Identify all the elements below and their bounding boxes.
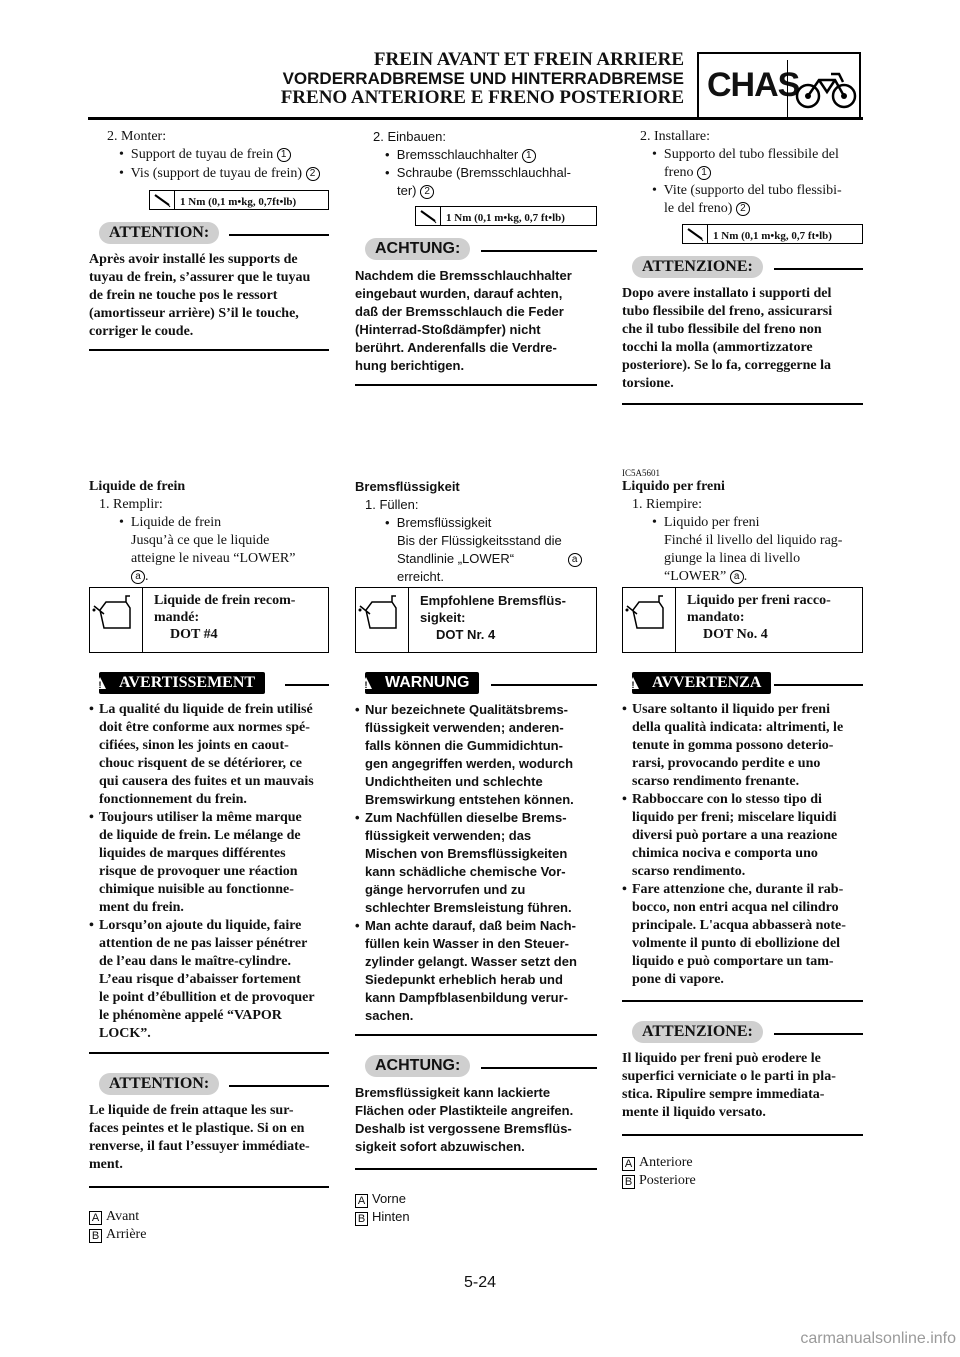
fluid-description: Jusqu’à ce que le liquide atteigne le niveau “LOWER” a . bbox=[131, 533, 296, 584]
recommended-fluid-box bbox=[89, 587, 329, 653]
section-heading: Liquido per freni bbox=[622, 479, 725, 494]
caution-text: Après avoir installé les supports de tuyau de frein, s’assurer que le tuyau de frein ne touche pos le ressort (amortisseur arrière) S’il le touche, corriger le coude. bbox=[89, 252, 311, 339]
caution-title: ACHTUNG: bbox=[365, 238, 470, 260]
caution-title: ATTENZIONE: bbox=[632, 1021, 763, 1043]
caution-text: Le liquide de frein attaque les sur- faces peintes et le plastique. Si on en renverse, il faut l’essuyer immédiate- ment. bbox=[89, 1103, 310, 1172]
warning-end-rule bbox=[355, 1034, 597, 1036]
page-header-titles bbox=[200, 50, 684, 107]
legend-key: A bbox=[622, 1157, 635, 1171]
legend-item: B Posteriore bbox=[622, 1172, 863, 1190]
warning-banner bbox=[622, 672, 863, 694]
watermark: carmanualsonline.info bbox=[800, 1330, 956, 1347]
caution-end-rule bbox=[622, 1134, 863, 1136]
torque-spec bbox=[149, 190, 329, 210]
list-item: • Lorsqu’on ajoute du liquide, faire attention de ne pas laisser pénétrer de l’eau dans le maître-cylindre. L’eau risque d’abaisser fortement le point d’ébullition et de provoquer le phénomène appelé “VAPOR LOCK”. bbox=[89, 918, 315, 1041]
callout-mark: 1 bbox=[697, 166, 711, 180]
page-number: 5-24 bbox=[463, 1274, 497, 1291]
wrench-icon bbox=[150, 191, 174, 209]
list-item-cont: ter) 2 bbox=[397, 182, 597, 200]
warning-icon bbox=[359, 676, 373, 690]
callout-mark: a bbox=[131, 570, 145, 584]
warning-title: AVVERTENZA bbox=[632, 672, 771, 694]
warning-banner bbox=[89, 672, 329, 694]
svg-text:!: ! bbox=[631, 680, 635, 690]
recommended-fluid-box bbox=[355, 587, 597, 653]
legend-key: A bbox=[355, 1194, 368, 1208]
list-item: • Zum Nachfüllen dieselbe Brems- flüssigkeit verwenden; das Mischen von Bremsflüssigkeiten kann schädliche chemische Vor- gänge hervorrufen und zu schlechter Bremsleistung führen. bbox=[355, 810, 572, 915]
legend-key: B bbox=[622, 1175, 635, 1189]
torque-spec bbox=[682, 224, 863, 244]
step2-title: 2. Einbauen: bbox=[373, 129, 447, 144]
list-item-cont: freno 1 bbox=[664, 164, 863, 182]
caution-banner bbox=[622, 256, 863, 278]
list-item-cont: le del freno) 2 bbox=[664, 200, 863, 218]
caution-text: Il liquido per freni può erodere le superfici verniciate o le parti in pla- stica. Ripulire sempre immediata- mente il liquido versato. bbox=[622, 1051, 836, 1120]
caution-title: ACHTUNG: bbox=[365, 1055, 470, 1077]
list-item: • Rabboccare con lo stesso tipo di liquido per freni; miscelare liquidi diversi può portare a una reazione chimica nociva e comporta uno scarso rendimento. bbox=[622, 792, 838, 879]
fluid-spec: Empfohlene Bremsflüs- sigkeit: DOT Nr. 4 bbox=[420, 593, 566, 642]
section-label: CHAS bbox=[707, 66, 800, 104]
fluid-spec: Liquide de frein recom- mandé: DOT #4 bbox=[154, 593, 296, 642]
legend-item: A Avant bbox=[89, 1208, 329, 1226]
section-badge bbox=[697, 52, 861, 118]
torque-spec bbox=[415, 206, 597, 226]
warning-title: AVERTISSEMENT bbox=[99, 672, 265, 694]
torque-value: 1 Nm (0,1 m•kg, 0,7 ft•lb) bbox=[713, 230, 832, 242]
caution-banner bbox=[355, 1055, 597, 1077]
list-item: • Vite (supporto del tubo flessibi- bbox=[652, 183, 842, 198]
warning-banner bbox=[355, 672, 597, 694]
list-item: • Man achte darauf, daß beim Nach- füllen kein Wasser in den Steuer- zylinder gelangt. Wasser setzt den Siedepunkt erheblich herab und kann Dampfblasenbildung verur- sachen. bbox=[355, 918, 577, 1023]
callout-mark: a bbox=[568, 553, 582, 567]
caution-title: ATTENTION: bbox=[99, 1073, 219, 1095]
list-item: • Vis (support de tuyau de frein) 2 bbox=[119, 165, 329, 183]
callout-mark: 2 bbox=[420, 185, 434, 199]
list-item: • Usare soltanto il liquido per freni della qualità indicata: altrimenti, le tenute in gomma possono deterio- rarsi, provocando perdite e uno scarso rendimento frenante. bbox=[622, 702, 844, 789]
warning-end-rule bbox=[89, 1052, 329, 1054]
callout-mark: 2 bbox=[306, 167, 320, 181]
legend-key: B bbox=[355, 1212, 368, 1226]
section-code: IC5A5601 bbox=[622, 468, 660, 478]
motorcycle-icon bbox=[795, 66, 857, 110]
list-item: • Nur bezeichnete Qualitätsbrems- flüssigkeit verwenden; anderen- falls können die Gummidichtun- gen angegriffen werden, wodurch Undichtheiten und schlechte Bremswirkung entstehen können. bbox=[355, 702, 574, 807]
header-title-it: FRENO ANTERIORE E FRENO POSTERIORE bbox=[280, 87, 684, 108]
fluid-spec: Liquido per freni racco- mandato: DOT No. 4 bbox=[687, 593, 831, 642]
legend-key: A bbox=[89, 1211, 102, 1225]
callout-mark: a bbox=[730, 570, 744, 584]
caution-end-rule bbox=[355, 1168, 597, 1170]
step2-title: 2. Installare: bbox=[640, 129, 710, 144]
caution-text: Dopo avere installato i supporti del tubo flessibile del freno, assicurarsi che il tubo flessibile del freno non tocchi la molla (ammortizzatore posteriore). Se lo fa, correggerne la torsione. bbox=[622, 286, 833, 391]
list-item: • Support de tuyau de frein 1 bbox=[119, 146, 329, 164]
oil-can-icon bbox=[90, 588, 142, 652]
legend-key: B bbox=[89, 1229, 102, 1243]
section-heading: Liquide de frein bbox=[89, 479, 186, 494]
caution-banner bbox=[89, 1073, 329, 1095]
caution-banner bbox=[355, 238, 597, 260]
step1-title: 1. Riempire: bbox=[632, 497, 702, 512]
header-title-fr: FREIN AVANT ET FREIN ARRIERE bbox=[373, 49, 684, 70]
caution-end-rule bbox=[89, 349, 329, 351]
oil-can-icon bbox=[623, 588, 675, 652]
caution-title: ATTENTION: bbox=[99, 222, 219, 244]
caution-title: ATTENZIONE: bbox=[632, 256, 763, 278]
list-item: • Bremsflüssigkeit bbox=[385, 515, 492, 530]
caution-end-rule bbox=[89, 1186, 329, 1188]
step1-title: 1. Remplir: bbox=[99, 497, 163, 512]
caution-end-rule bbox=[622, 403, 863, 405]
warning-title: WARNUNG bbox=[365, 672, 479, 694]
warning-icon bbox=[626, 676, 640, 690]
fluid-description: Bis der Flüssigkeitsstand die Standlinie „LOWER“ a erreicht. bbox=[397, 532, 597, 586]
header-rule bbox=[88, 117, 863, 120]
recommended-fluid-box bbox=[622, 587, 863, 653]
list-item: • Toujours utiliser la même marque de liquide de frein. Le mélange de liquides de marques différentes risque de provoquer une réaction chimique nuisible au fonctionne- ment du frein. bbox=[89, 810, 302, 915]
wrench-icon bbox=[683, 225, 707, 243]
step1-title: 1. Füllen: bbox=[365, 497, 419, 512]
torque-value: 1 Nm (0,1 m•kg, 0,7 ft•lb) bbox=[446, 212, 565, 224]
legend-item: A Vorne bbox=[355, 1190, 597, 1208]
list-item: • Fare attenzione che, durante il rab- bocco, non entri acqua nel cilindro principale. L'acqua abbasserà note- volmente il punto di ebollizione del liquido e può comportare un tam- pone di vapore. bbox=[622, 882, 846, 987]
list-item: • Bremsschlauchhalter 1 bbox=[385, 146, 597, 164]
step2-title: 2. Monter: bbox=[107, 129, 167, 144]
legend-item: B Arrière bbox=[89, 1226, 329, 1244]
section-heading: Bremsflüssigkeit bbox=[355, 479, 460, 494]
legend-item: B Hinten bbox=[355, 1208, 597, 1226]
torque-value: 1 Nm (0,1 m•kg, 0,7ft•lb) bbox=[180, 196, 297, 208]
list-item: • Liquide de frein bbox=[119, 515, 222, 530]
fluid-description: Finché il livello del liquido rag- giunge la linea di livello “LOWER” a . bbox=[664, 533, 843, 584]
list-item: • Supporto del tubo flessibile del bbox=[652, 147, 839, 162]
warning-text bbox=[355, 701, 597, 1025]
callout-mark: 1 bbox=[277, 148, 291, 162]
callout-mark: 2 bbox=[736, 202, 750, 216]
wrench-icon bbox=[416, 207, 440, 225]
warning-text bbox=[89, 701, 329, 1043]
svg-text:!: ! bbox=[98, 680, 102, 690]
caution-banner bbox=[89, 222, 329, 244]
warning-icon bbox=[93, 676, 107, 690]
svg-text:!: ! bbox=[364, 680, 368, 690]
list-item: • Liquido per freni bbox=[652, 515, 760, 530]
callout-mark: 1 bbox=[522, 149, 536, 163]
warning-end-rule bbox=[622, 1000, 863, 1002]
list-item: • La qualité du liquide de frein utilisé doit être conforme aux normes spé- cifiées, sinon les joints en caout- chouc risquent de se détériorer, ce qui causera des fuites et un mauvais fonctionnement du frein. bbox=[89, 702, 314, 807]
legend-item: A Anteriore bbox=[622, 1154, 863, 1172]
warning-text bbox=[622, 701, 863, 989]
list-item: • Schraube (Bremsschlauchhal- bbox=[385, 165, 571, 180]
caution-end-rule bbox=[355, 384, 597, 386]
caution-banner bbox=[622, 1021, 863, 1043]
caution-text: Bremsflüssigkeit kann lackierte Flächen oder Plastikteile angreifen. Deshalb ist vergossene Bremsflüs- sigkeit sofort abzuwischen. bbox=[355, 1085, 574, 1154]
oil-can-icon bbox=[356, 588, 408, 652]
caution-text: Nachdem die Bremsschlauchhalter eingebaut wurden, darauf achten, daß der Bremsschlauch die Feder (Hinterrad-Stoßdämpfer) nicht berührt. Anderenfalls die Verdre- hung berichtigen. bbox=[355, 268, 572, 373]
header-title-de: VORDERRADBREMSE UND HINTERRADBREMSE bbox=[282, 69, 684, 88]
